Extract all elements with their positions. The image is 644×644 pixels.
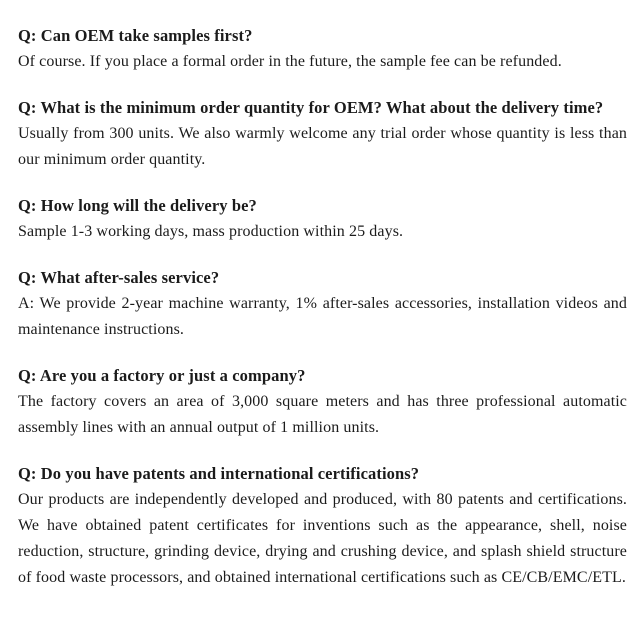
faq-answer: Sample 1-3 working days, mass production within 25 days. xyxy=(18,223,404,240)
faq-question: Q: How long will the delivery be? xyxy=(18,196,257,215)
faq-item xyxy=(18,95,627,173)
faq-item xyxy=(18,461,627,591)
faq-question: Q: What is the minimum order quantity for OEM? What about the delivery time? xyxy=(18,98,604,117)
faq-question: Q: Do you have patents and international certifications? xyxy=(18,464,420,483)
faq-answer: Of course. If you place a formal order in the future, the sample fee can be refunded. xyxy=(18,53,562,70)
faq-question: Q: Can OEM take samples first? xyxy=(18,26,253,45)
faq-answer: Our products are independently developed and produced, with 80 patents and certifications. We have obtained patent certificates for inventions such as the appearance, shell, noise reduction, structure, grinding device, drying and crushing device, and splash shield structure of food waste processors, and obtained international certifications such as CE/CB/EMC/ETL. xyxy=(18,491,627,586)
faq-answer: Usually from 300 units. We also warmly welcome any trial order whose quantity is less than our minimum order quantity. xyxy=(18,125,627,168)
faq-item xyxy=(18,23,627,75)
faq-question: Q: What after-sales service? xyxy=(18,268,220,287)
faq-answer: A: We provide 2-year machine warranty, 1% after-sales accessories, installation videos and maintenance instructions. xyxy=(18,295,627,338)
faq-answer: The factory covers an area of 3,000 square meters and has three professional automatic assembly lines with an annual output of 1 million units. xyxy=(18,393,627,436)
faq-item xyxy=(18,363,627,441)
faq-item xyxy=(18,193,627,245)
faq-item xyxy=(18,265,627,343)
faq-question: Q: Are you a factory or just a company? xyxy=(18,366,306,385)
